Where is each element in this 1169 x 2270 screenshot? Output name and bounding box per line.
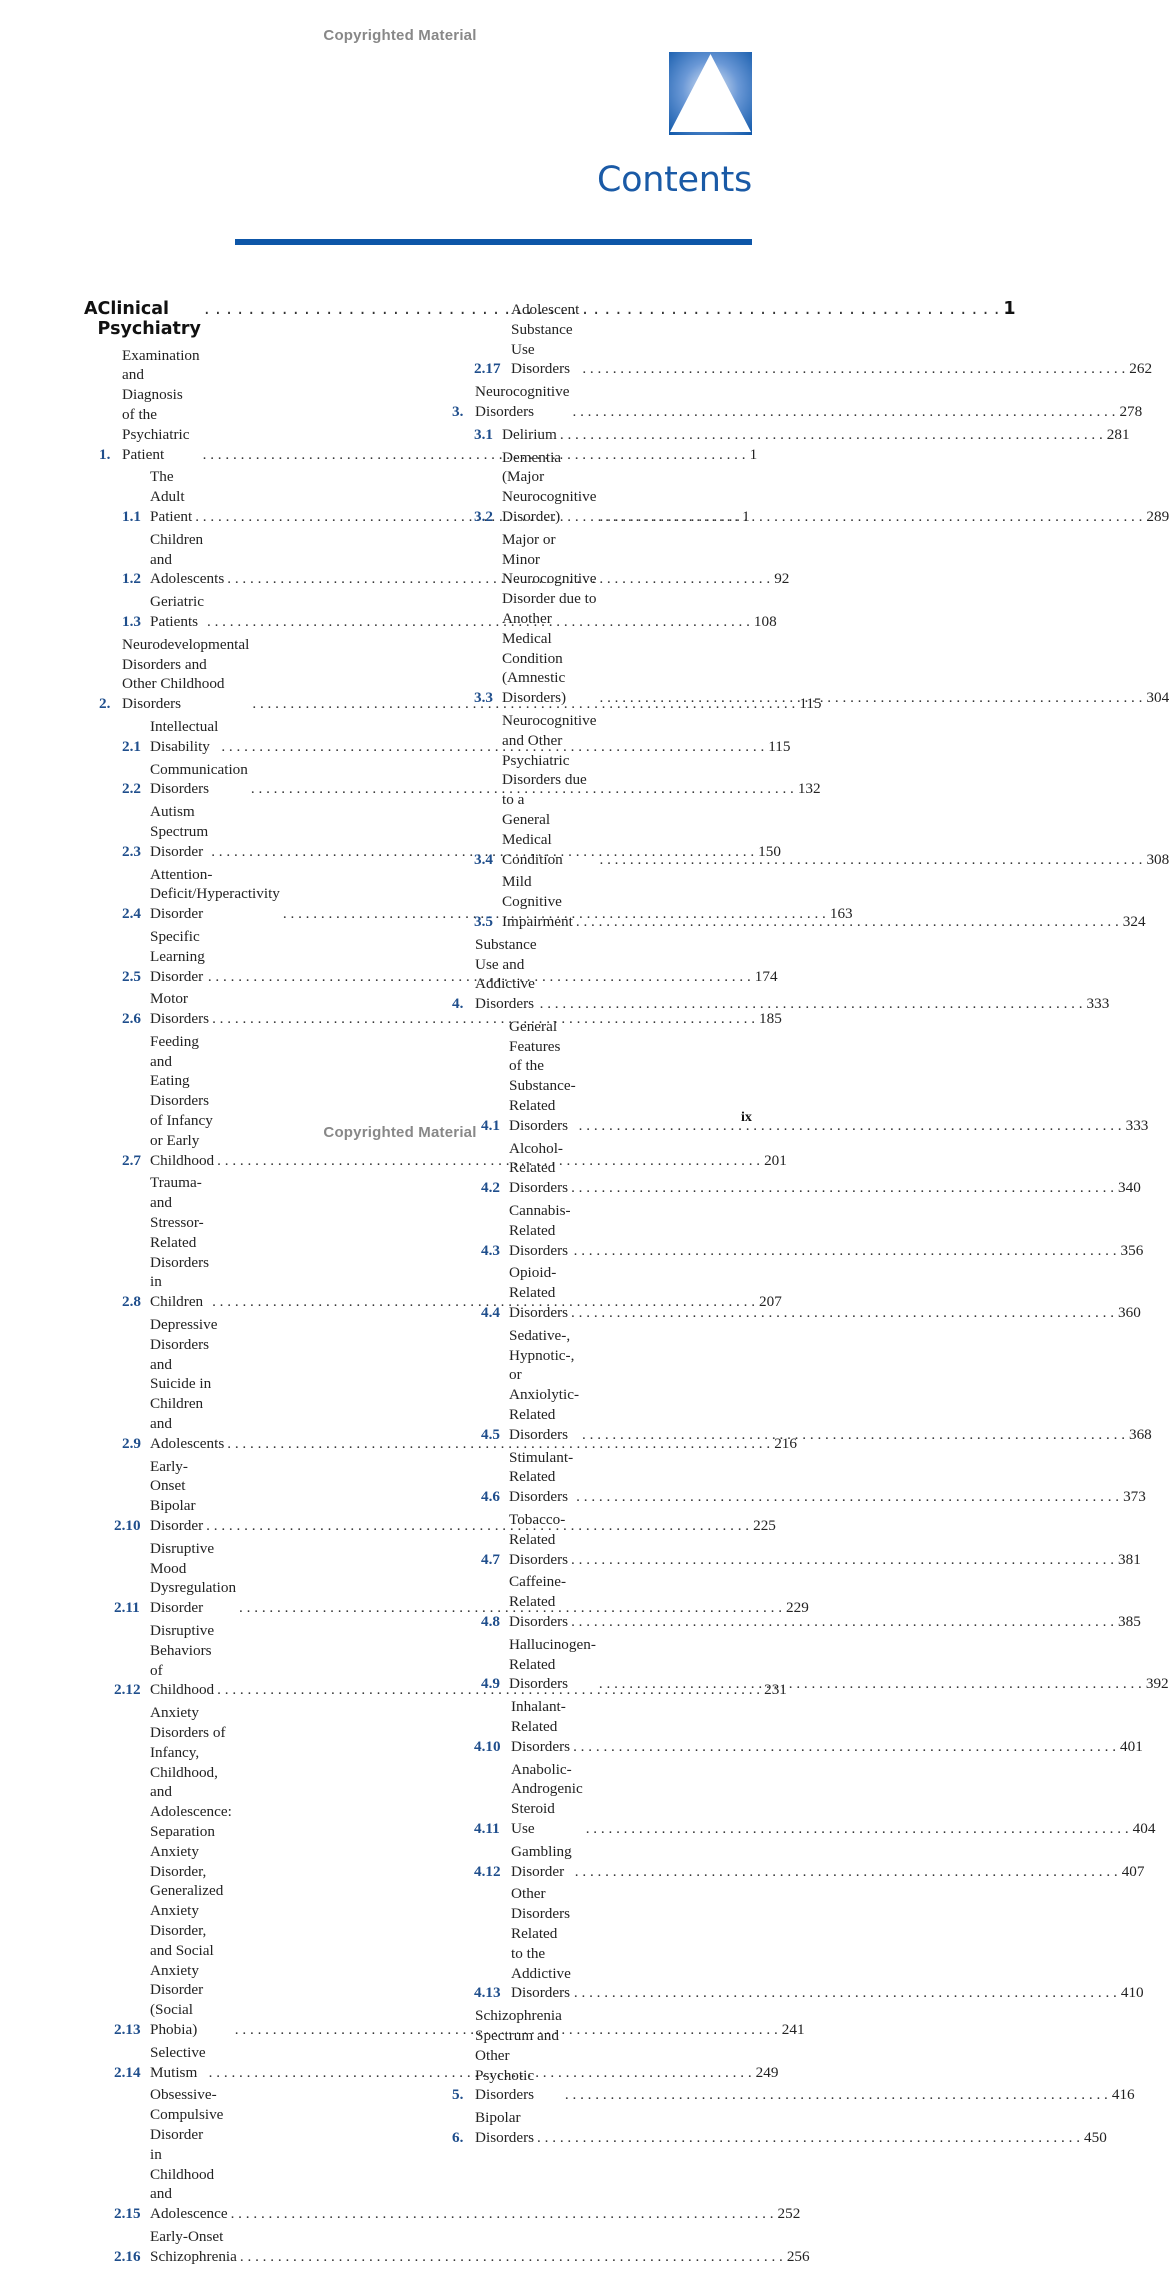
entry-title — [509, 1635, 596, 1694]
entry-title-line: Disruptive Behaviors of — [150, 1622, 215, 1679]
leader-dots — [572, 1862, 1118, 1882]
entry-title-line: Early-Onset Schizophrenia — [150, 2227, 237, 2265]
entry-title-line: Early-Onset Bipolar Disorder — [150, 1457, 204, 1535]
entry-number: 6. — [452, 2128, 464, 2146]
entry-title — [150, 927, 205, 986]
entry-number: 3.4 — [474, 850, 493, 868]
entry-page: 416 — [1111, 2086, 1135, 2104]
entry-page: 410 — [1120, 1984, 1144, 2002]
entry-title-line: Neurocognitive Disorders — [475, 383, 570, 420]
entry-number: 1.3 — [122, 612, 141, 630]
entry-page: 308 — [1146, 850, 1169, 868]
entry-title-line: Specific Learning Disorder — [150, 927, 205, 985]
entry-page: 92 — [774, 570, 790, 588]
entry-title-line: Substance-Related Disorders — [509, 1077, 576, 1134]
entry-title-line: Childhood, and Adolescence: — [150, 1763, 232, 1821]
entry-title-line: Opioid-Related Disorders — [509, 1264, 569, 1322]
title-divider — [235, 239, 752, 245]
leader-dots — [583, 1819, 1129, 1839]
entry-page: 115 — [799, 695, 822, 713]
entry-number: 2.2 — [122, 780, 141, 798]
entry-number: 2.8 — [122, 1293, 141, 1311]
entry-number: 2.15 — [114, 2205, 141, 2223]
entry-title — [150, 2043, 206, 2083]
entry-number: 4.11 — [474, 1819, 500, 1837]
entry-number: 2.7 — [122, 1151, 141, 1169]
entry-page: 360 — [1118, 1304, 1141, 1322]
entry-title-line: Sedative-, Hypnotic-, or — [509, 1326, 575, 1384]
toc-entry[interactable] — [452, 425, 1130, 445]
entry-title — [511, 1842, 572, 1882]
entry-title — [150, 2085, 228, 2224]
entry-title — [511, 1697, 570, 1756]
entry-number: 2.3 — [122, 842, 141, 860]
entry-title — [150, 1621, 214, 1700]
entry-title — [502, 448, 596, 527]
entry-title — [150, 1703, 232, 2040]
entry-title-line: Geriatric Patients — [150, 593, 204, 630]
entry-title-line: Medical Condition — [502, 629, 563, 667]
entry-text — [511, 1760, 1155, 1839]
entry-title-line: Disorder due to Another — [502, 590, 597, 627]
entry-title — [475, 2006, 562, 2105]
entry-page: 404 — [1132, 1819, 1156, 1837]
entry-number: 4.4 — [481, 1304, 500, 1322]
entry-title — [511, 1884, 571, 2003]
entry-title-line: Inhalant-Related Disorders — [511, 1698, 571, 1755]
entry-number: 4.7 — [481, 1550, 500, 1568]
leader-dots — [579, 1425, 1125, 1445]
entry-title-line: Disorder — [150, 1599, 204, 1617]
entry-page: 252 — [777, 2205, 801, 2223]
entry-page: 401 — [1120, 1737, 1143, 1755]
leader-dots — [237, 2247, 783, 2267]
entry-number: 4.5 — [481, 1425, 500, 1443]
entry-page: 450 — [1084, 2128, 1107, 2146]
entry-number: 2.17 — [474, 360, 501, 378]
entry-text — [509, 1635, 1169, 1694]
entry-text — [475, 382, 1142, 422]
entry-title — [502, 425, 557, 445]
entry-page: 392 — [1145, 1675, 1169, 1693]
entry-page: 324 — [1122, 912, 1146, 930]
entry-title — [150, 989, 209, 1029]
entry-title-line: The Adult Patient — [150, 468, 193, 525]
toc-entry[interactable] — [452, 1697, 1143, 1756]
entry-title-line: Generalized Anxiety Disorder, — [150, 1882, 224, 1939]
entry-text — [509, 1572, 1141, 1631]
entry-title-line: Disorders — [509, 1675, 569, 1693]
entry-title — [509, 1139, 568, 1198]
entry-text — [509, 1201, 1143, 1260]
entry-title — [502, 711, 596, 869]
entry-title-line: Anxiety Disorders of Infancy, — [150, 1704, 226, 1761]
leader-dots — [573, 912, 1119, 932]
entry-title — [150, 2227, 237, 2267]
entry-number: 3.2 — [474, 507, 493, 525]
entry-page: 333 — [1086, 995, 1110, 1013]
entry-number: 2.6 — [122, 1010, 141, 1028]
entry-page: 256 — [786, 2247, 810, 2265]
leader-dots — [596, 507, 1142, 527]
entry-text — [502, 872, 1146, 931]
toc-entry[interactable] — [452, 448, 1169, 527]
entry-title — [509, 1263, 568, 1322]
entry-number: 3.1 — [474, 425, 493, 443]
toc-entry[interactable] — [84, 2227, 810, 2267]
entry-title-line: Schizophrenia Spectrum and — [475, 2007, 562, 2044]
entry-title — [509, 1448, 573, 1507]
leader-dots — [228, 2204, 774, 2224]
entry-title-line: Communication Disorders — [150, 760, 248, 798]
entry-title-line: Addictive Disorders — [475, 975, 535, 1013]
entry-title-line: of Infancy or Early Childhood — [150, 1112, 215, 1169]
entry-title-line: (Social Phobia) — [150, 2001, 198, 2038]
entry-title — [122, 346, 200, 465]
entry-text — [511, 1884, 1144, 2003]
entry-title-line: Alcohol-Related Disorders — [509, 1139, 569, 1197]
entry-title-line: Major or Minor Neurocognitive — [502, 530, 597, 588]
entry-page: 225 — [753, 1517, 776, 1535]
entry-title — [509, 1572, 568, 1631]
entry-page: 174 — [754, 967, 778, 985]
entry-title — [150, 760, 248, 800]
entry-title — [150, 1032, 214, 1171]
watermark-top: Copyrighted Material — [323, 27, 477, 44]
leader-dots — [562, 2085, 1108, 2105]
entry-title — [511, 1760, 583, 1839]
entry-title-line: Disorder) — [502, 507, 561, 525]
entry-title — [511, 300, 579, 379]
entry-title-line: Disorders — [511, 360, 571, 378]
entry-number: 2.14 — [114, 2063, 141, 2081]
leader-dots — [534, 2128, 1080, 2148]
entry-text — [509, 1263, 1141, 1322]
entry-number: 4.13 — [474, 1984, 501, 2002]
entry-page: 115 — [768, 737, 791, 755]
entry-title — [150, 865, 280, 924]
entry-number: 2.10 — [114, 1517, 141, 1535]
toc-entry[interactable] — [452, 1448, 1146, 1507]
entry-title-line: General Features of the — [509, 1017, 561, 1075]
entry-title — [475, 382, 569, 422]
entry-title-line: Suicide in Children and — [150, 1375, 212, 1433]
entry-title-line: Autism Spectrum Disorder — [150, 803, 209, 860]
toc-entry[interactable] — [452, 1884, 1144, 2003]
entry-title — [150, 1539, 236, 1618]
entry-title-line: Feeding and Eating Disorders — [150, 1032, 210, 1110]
entry-title-line: Other Psychotic Disorders — [475, 2046, 535, 2104]
leader-dots — [571, 1241, 1117, 1261]
entry-title-line: Examination and Diagnosis — [122, 346, 200, 404]
entry-page: 333 — [1125, 1116, 1149, 1134]
entry-title-line: Neurodevelopmental Disorders and — [122, 635, 250, 673]
entry-text — [502, 448, 1169, 527]
entry-number: 4.1 — [481, 1116, 500, 1134]
entry-number: 2.12 — [114, 1681, 141, 1699]
entry-number: 3.5 — [474, 912, 493, 930]
entry-title-line: Tobacco-Related Disorders — [509, 1511, 569, 1568]
entry-title — [150, 717, 218, 757]
entry-page: 368 — [1128, 1425, 1152, 1443]
entry-title — [150, 1173, 209, 1312]
entry-title-line: Dementia (Major Neurocognitive — [502, 448, 597, 506]
entry-title-line: Obsessive-Compulsive Disorder — [150, 2086, 224, 2143]
entry-text — [502, 425, 1130, 445]
part-page: 1 — [1003, 299, 1016, 319]
leader-dots — [568, 1612, 1114, 1632]
entry-number: 2.16 — [114, 2247, 141, 2265]
entry-title — [509, 1510, 568, 1569]
entry-page: 262 — [1129, 360, 1153, 378]
entry-title — [509, 1201, 571, 1260]
entry-title-line: Trauma- and Stressor-Related — [150, 1174, 204, 1251]
entry-number: 2.4 — [122, 905, 141, 923]
entry-number: 2.5 — [122, 967, 141, 985]
entry-title-line: Anabolic-Androgenic Steroid — [511, 1760, 583, 1818]
leader-dots — [596, 688, 1142, 708]
entry-title-line: Psychiatric Disorders due to a — [502, 751, 587, 809]
entry-number: 4.10 — [474, 1737, 501, 1755]
entry-number: 5. — [452, 2086, 464, 2104]
entry-page: 407 — [1121, 1862, 1145, 1880]
entry-title — [475, 2108, 534, 2148]
entry-page: 229 — [786, 1599, 809, 1617]
entry-title-line: Disorder — [150, 905, 204, 923]
entry-page: 373 — [1123, 1488, 1146, 1506]
entry-page: 185 — [759, 1010, 782, 1028]
entry-page: 304 — [1146, 689, 1169, 707]
entry-page: 241 — [781, 2020, 805, 2038]
entry-title-line: Mild Cognitive Impairment — [502, 873, 573, 930]
entry-title-line: Cannabis-Related Disorders — [509, 1202, 571, 1259]
entry-text — [475, 2108, 1107, 2148]
leader-dots — [579, 359, 1125, 379]
entry-number: 4.2 — [481, 1179, 500, 1197]
entry-title-line: Bipolar Disorders — [475, 2109, 535, 2146]
entry-number: 3. — [452, 402, 464, 420]
leader-dots — [596, 1674, 1142, 1694]
entry-number: 1.1 — [122, 507, 141, 525]
entry-title-line: Childhood — [150, 1681, 215, 1699]
entry-page: 163 — [829, 905, 853, 923]
toc-entry[interactable] — [452, 2108, 1107, 2148]
entry-page: 356 — [1120, 1241, 1144, 1259]
entry-text — [509, 1139, 1141, 1198]
entry-title — [150, 1457, 203, 1536]
entry-number: 1.2 — [122, 570, 141, 588]
leader-dots — [568, 1303, 1114, 1323]
entry-title-line: Other Disorders Related to the — [511, 1885, 571, 1962]
entry-text — [511, 1697, 1143, 1756]
entry-title-line: of the Psychiatric Patient — [122, 405, 190, 463]
toc-entry[interactable] — [452, 382, 1143, 422]
entry-title-line: Adolescents — [150, 1434, 225, 1452]
leader-dots — [570, 1737, 1116, 1757]
leader-dots — [596, 850, 1142, 870]
entry-title-line: (Amnestic Disorders) — [502, 669, 567, 707]
entry-title — [150, 467, 192, 526]
triangle-in-square-icon — [669, 52, 752, 135]
entry-title-line: Caffeine-Related Disorders — [509, 1573, 569, 1630]
page-title: Contents — [596, 160, 752, 200]
entry-title-line: Other Childhood Disorders — [122, 675, 225, 713]
entry-title-line: Use — [511, 1819, 535, 1837]
entry-number: 2.9 — [122, 1434, 141, 1452]
leader-dots — [569, 402, 1115, 422]
entry-number: 2. — [99, 695, 111, 713]
leader-dots — [571, 1983, 1117, 2003]
entry-title-line: Hallucinogen-Related — [509, 1635, 596, 1673]
entry-title-line: Intellectual Disability — [150, 717, 219, 755]
entry-page: 216 — [774, 1434, 797, 1452]
entry-text — [475, 2006, 1135, 2105]
entry-number: 4.9 — [481, 1675, 500, 1693]
toc-entry[interactable] — [452, 1201, 1144, 1260]
entry-title-line: in Childhood and Adolescence — [150, 2145, 228, 2223]
entry-text — [509, 1017, 1148, 1136]
entry-page: 289 — [1146, 507, 1169, 525]
entry-title-line: Gambling Disorder — [511, 1842, 572, 1880]
entry-page: 381 — [1118, 1550, 1141, 1568]
entry-title-line: Selective Mutism — [150, 2043, 206, 2081]
entry-title-line: Children and Adolescents — [150, 530, 225, 588]
entry-title — [509, 1017, 576, 1136]
entry-title — [150, 592, 204, 632]
entry-page: 385 — [1118, 1613, 1141, 1630]
part-letter: A — [84, 299, 98, 319]
leader-dots — [537, 994, 1083, 1014]
entry-title — [150, 1315, 224, 1454]
entry-page: 281 — [1106, 425, 1130, 443]
entry-number: 4.8 — [481, 1613, 500, 1630]
entry-title-line: Delirium — [502, 425, 557, 443]
entry-number: 4. — [452, 995, 464, 1013]
entry-title-line: Separation Anxiety Disorder, — [150, 1822, 215, 1880]
entry-number: 3.3 — [474, 689, 493, 707]
entry-title-line: Attention-Deficit/Hyperactivity — [150, 865, 280, 903]
entry-title-line: Stimulant-Related Disorders — [509, 1448, 574, 1506]
watermark-bottom: Copyrighted Material — [323, 1124, 477, 1141]
entry-title-line: Motor Disorders — [150, 990, 210, 1028]
toc-entry[interactable] — [452, 1842, 1145, 1882]
entry-number: 4.12 — [474, 1862, 501, 1880]
entry-title-line: Disruptive Mood Dysregulation — [150, 1539, 237, 1597]
entry-page: 1 — [742, 507, 750, 525]
leader-dots — [568, 1550, 1114, 1570]
entry-page: 231 — [764, 1681, 787, 1699]
leader-dots — [568, 1178, 1114, 1198]
entry-title-line: Neurocognitive and Other — [502, 711, 597, 749]
entry-text — [509, 1326, 1152, 1445]
entry-title — [502, 530, 596, 708]
entry-number: 4.6 — [481, 1488, 500, 1506]
leader-dots — [573, 1487, 1119, 1507]
entry-title-line: Substance Use and — [475, 935, 537, 973]
toc-entry[interactable] — [452, 1760, 1156, 1839]
entry-title — [475, 935, 537, 1014]
entry-title — [122, 635, 249, 714]
entry-title — [502, 872, 573, 931]
entry-page: 1 — [749, 445, 758, 463]
entry-text — [502, 530, 1169, 708]
entry-title-line: and Social Anxiety Disorder — [150, 1941, 214, 1999]
entry-title-line: Disorders in Children — [150, 1253, 210, 1311]
entry-number: 2.13 — [114, 2020, 141, 2038]
entry-page: 150 — [758, 842, 781, 860]
entry-number: 1. — [99, 445, 111, 463]
entry-page: 278 — [1119, 402, 1143, 420]
entry-page: 201 — [764, 1151, 787, 1169]
entry-number: 2.11 — [114, 1599, 140, 1617]
entry-title-line: General Medical Condition — [502, 810, 563, 868]
entry-text — [150, 2227, 810, 2267]
entry-text — [502, 711, 1169, 869]
entry-text — [511, 1842, 1144, 1882]
entry-number: 2.1 — [122, 737, 141, 755]
entry-page: 340 — [1118, 1179, 1141, 1197]
entry-text — [475, 935, 1109, 1014]
entry-page: 249 — [755, 2063, 779, 2081]
entry-text — [509, 1448, 1146, 1507]
leader-dots — [557, 425, 1103, 445]
entry-number: 4.3 — [481, 1241, 500, 1259]
entry-text — [509, 1510, 1141, 1569]
entry-title-line: Adolescent Substance Use — [511, 301, 580, 358]
entry-title — [150, 802, 208, 861]
entry-page: 207 — [759, 1293, 782, 1311]
entry-page: 132 — [797, 780, 821, 798]
part-title: Clinical Psychiatry — [97, 299, 201, 339]
entry-title — [509, 1326, 579, 1445]
toc-entry[interactable] — [452, 300, 1153, 379]
entry-title-line: Addictive Disorders — [511, 1964, 571, 2002]
entry-text — [511, 300, 1152, 379]
entry-title-line: Anxiolytic-Related Disorders — [509, 1386, 580, 1443]
entry-page: 108 — [753, 612, 777, 630]
entry-title — [150, 530, 224, 589]
page-number: ix — [741, 1110, 752, 1125]
entry-title-line: Depressive Disorders and — [150, 1316, 218, 1373]
